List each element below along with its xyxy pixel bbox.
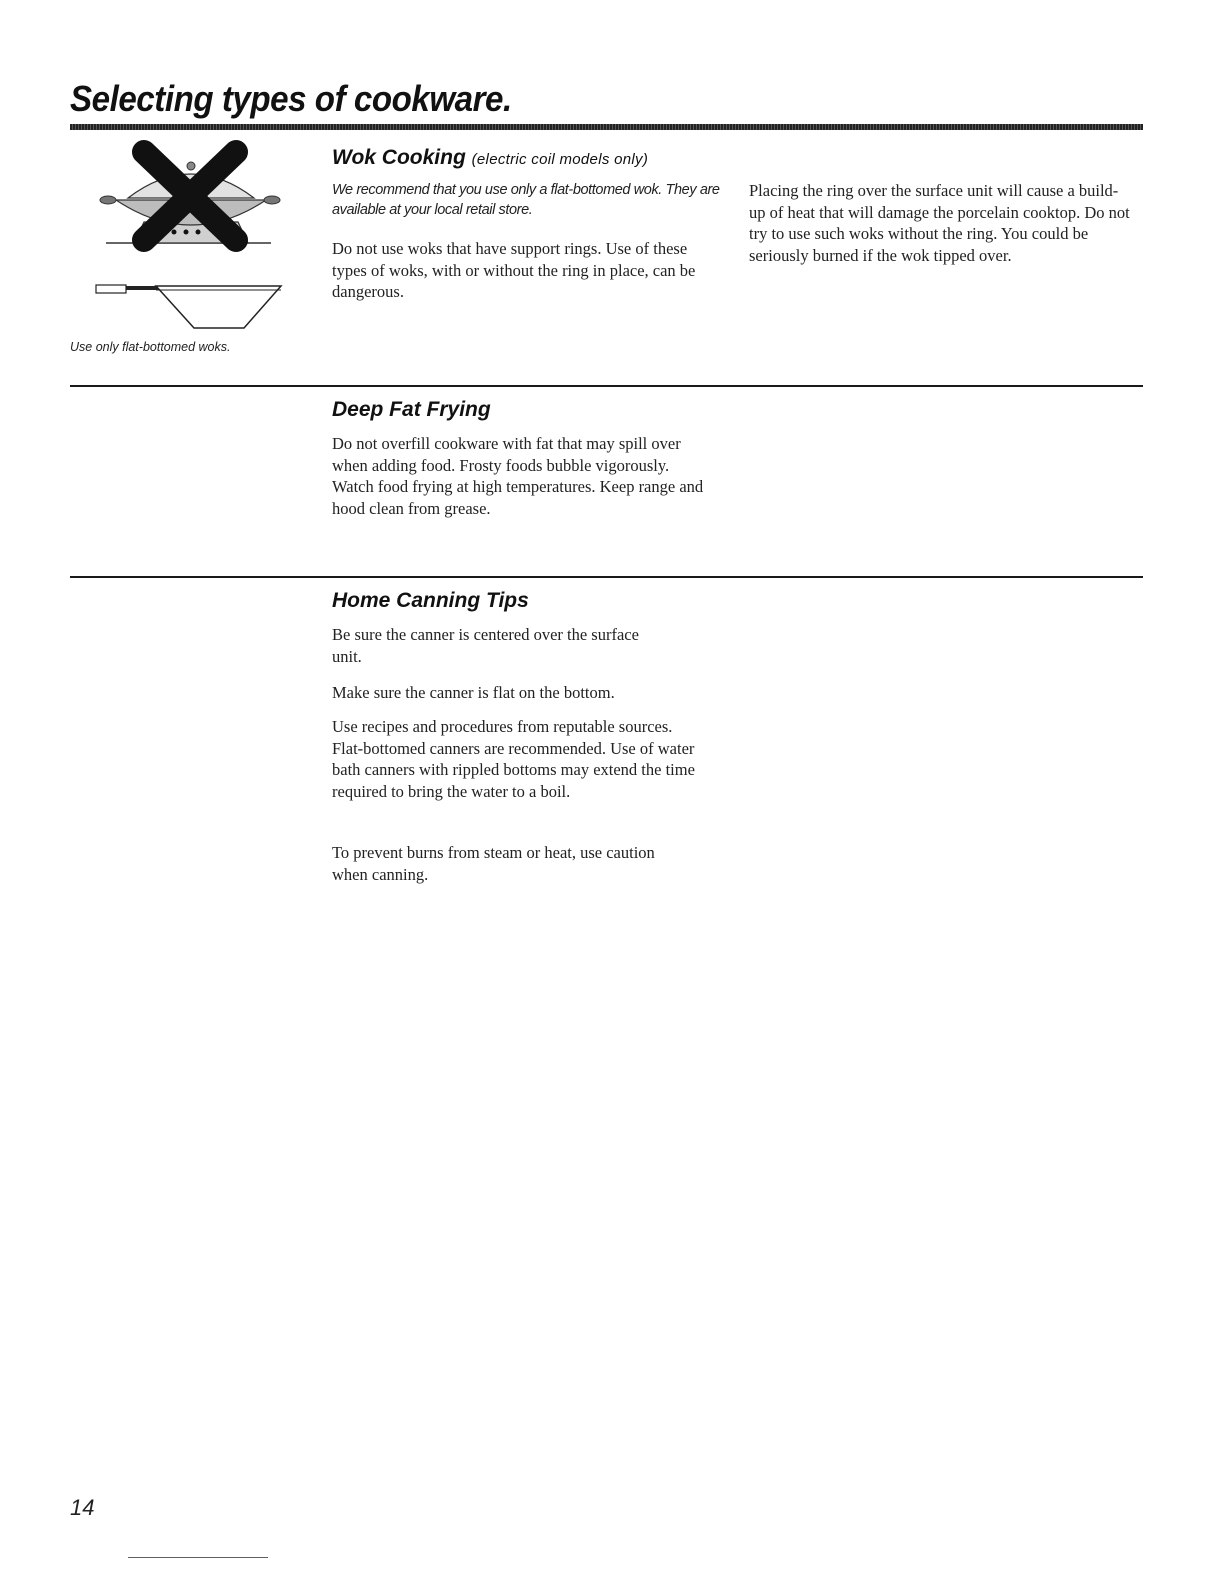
flat-bottomed-wok-icon	[96, 285, 281, 328]
wok-illustration	[86, 140, 286, 340]
deep-fat-frying-heading: Deep Fat Frying	[332, 398, 491, 421]
figure-caption: Use only flat-bottomed woks.	[70, 340, 231, 354]
canning-paragraph-4: To prevent burns from steam or heat, use caution when canning.	[332, 843, 655, 884]
wok-cooking-heading	[332, 146, 648, 170]
canning-paragraph-1: Be sure the canner is centered over the surface unit.	[332, 625, 639, 666]
footer-line	[128, 1557, 268, 1558]
title-rule	[70, 124, 1143, 130]
wok-paragraph-2: Placing the ring over the surface unit will cause a build-up of heat that will damage the porcelain cooktop. Do not try to use such woks without the ring. You could be seriously burned if the wok tipped over.	[749, 181, 1130, 265]
canning-paragraph-2: Make sure the canner is flat on the bottom.	[332, 683, 615, 702]
wok-cooking-subtitle: (electric coil models only)	[471, 151, 649, 168]
home-canning-heading: Home Canning Tips	[332, 589, 529, 612]
frying-paragraph-1: Do not overfill cookware with fat that may spill over when adding food. Frosty foods bubble vigorously. Watch food frying at high temperatures. Keep range and hood clean from grease.	[332, 434, 704, 518]
canning-paragraph-3: Use recipes and procedures from reputable sources. Flat-bottomed canners are recommended. Use of water bath canners with rippled bottoms may extend the time required to bring the water to a boil.	[332, 717, 695, 801]
wok-cooking-title: Wok Cooking	[332, 146, 466, 169]
page-title: Selecting types of cookware.	[70, 78, 512, 119]
section-divider	[70, 385, 1143, 387]
section-divider	[70, 576, 1143, 578]
wok-paragraph-1: Do not use woks that have support rings. Use of these types of woks, with or without the ring in place, can be dangerous.	[332, 239, 696, 301]
wok-intro-note: We recommend that you use only a flat-bottomed wok. They are available at your local retail store.	[332, 182, 720, 218]
page-number: 14	[70, 1495, 95, 1520]
wok-figure	[86, 140, 286, 340]
